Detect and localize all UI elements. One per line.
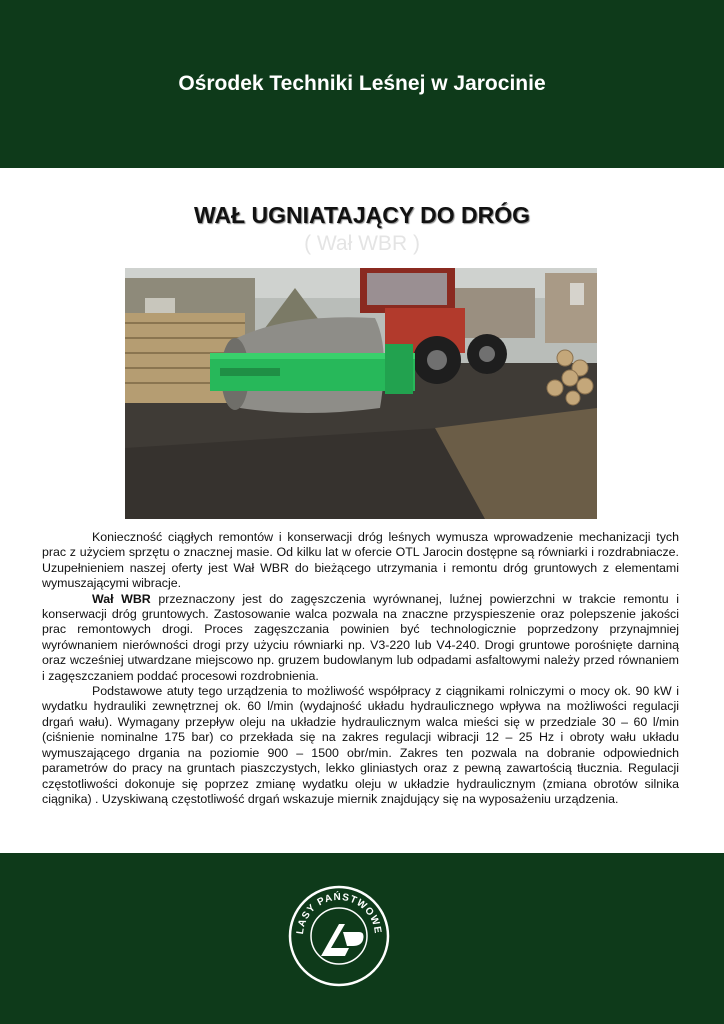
product-photo [125, 268, 597, 519]
paragraph-purpose [42, 592, 679, 684]
document-title: WAŁ UGNIATAJĄCY DO DRÓG [193, 202, 531, 228]
document-body [42, 530, 679, 807]
paragraph-purpose-text: przeznaczony jest do zagęszczenia wyrównanej, luźnej powierzchni w trakcie remontu i konserwacji dróg gruntowych. Zastosowanie walca pozwala na znaczne przyspieszenie oraz polepszenie jakości prac remontowych drogi. Proces zagęszczania powinien być technologicznie poprzedzony przynajmniej wyrównaniem nierówności drogi przy użyciu równiarki np. V3-220 lub V4-240. Drogi gruntowe porośnięte darniną oraz wcześniej utwardzane miejscowo np. gruzem budowlanym lub odpadami asfaltowymi należy przed równaniem i zagęszczaniem poddać procesowi rozdrobnienia. [42, 591, 680, 683]
road-roller-image [125, 268, 597, 519]
paragraph-features: Podstawowe atuty tego urządzenia to możliwość współpracy z ciągnikami rolniczymi o mocy ok. 90 kW i wydatku hydrauliki zewnętrznej ok. 60 l/min (wydajność układu hydraulicznego wpływa na możliwości regulacji drgań wału). Wymagany przepływ oleju na układzie hydraulicznym walca mieści się w przedziale 30 – 60 l/min (ciśnienie nominalne 175 bar) co przekłada się na zakres regulacji wibracji 12 – 25 Hz i obroty wału układu wymuszającego drgania na poziomie 900 – 1500 obr/min. Zakres ten pozwala na dobranie odpowiednich parametrów do pracy na gruntach piaszczystych, lekko gliniastych oraz z pewną zawartością tłucznia. Regulacji częstotliwości dokonuje się poprzez zmianę wydatku oleju w układzie hydraulicznym (zmiana obrotów silnika ciągnika) . Uzyskiwaną częstotliwość drgań wskazuje miernik znajdujący się na wyposażeniu urządzenia. [42, 684, 679, 806]
lasy-panstwowe-logo-icon [287, 884, 391, 988]
organization-name: Ośrodek Techniki Leśnej w Jarocinie [178, 72, 546, 95]
paragraph-lead: Wał WBR [92, 591, 151, 606]
document-subtitle: ( Wał WBR ) [304, 232, 420, 255]
paragraph-intro: Konieczność ciągłych remontów i konserwacji dróg leśnych wymusza wprowadzenie mechanizacji tych prac z użyciem sprzętu o znacznej masie. Od kilku lat w ofercie OTL Jarocin dostępne są równiarki i rozdrabniacze. Uzupełnieniem naszej oferty jest Wał WBR do bieżącego utrzymania i remontu dróg gruntowych z elementami wymuszającymi wibracje. [42, 530, 679, 591]
svg-text:LASY PAŃSTWOWE: LASY PAŃSTWOWE [294, 891, 384, 935]
header-banner [0, 0, 724, 168]
